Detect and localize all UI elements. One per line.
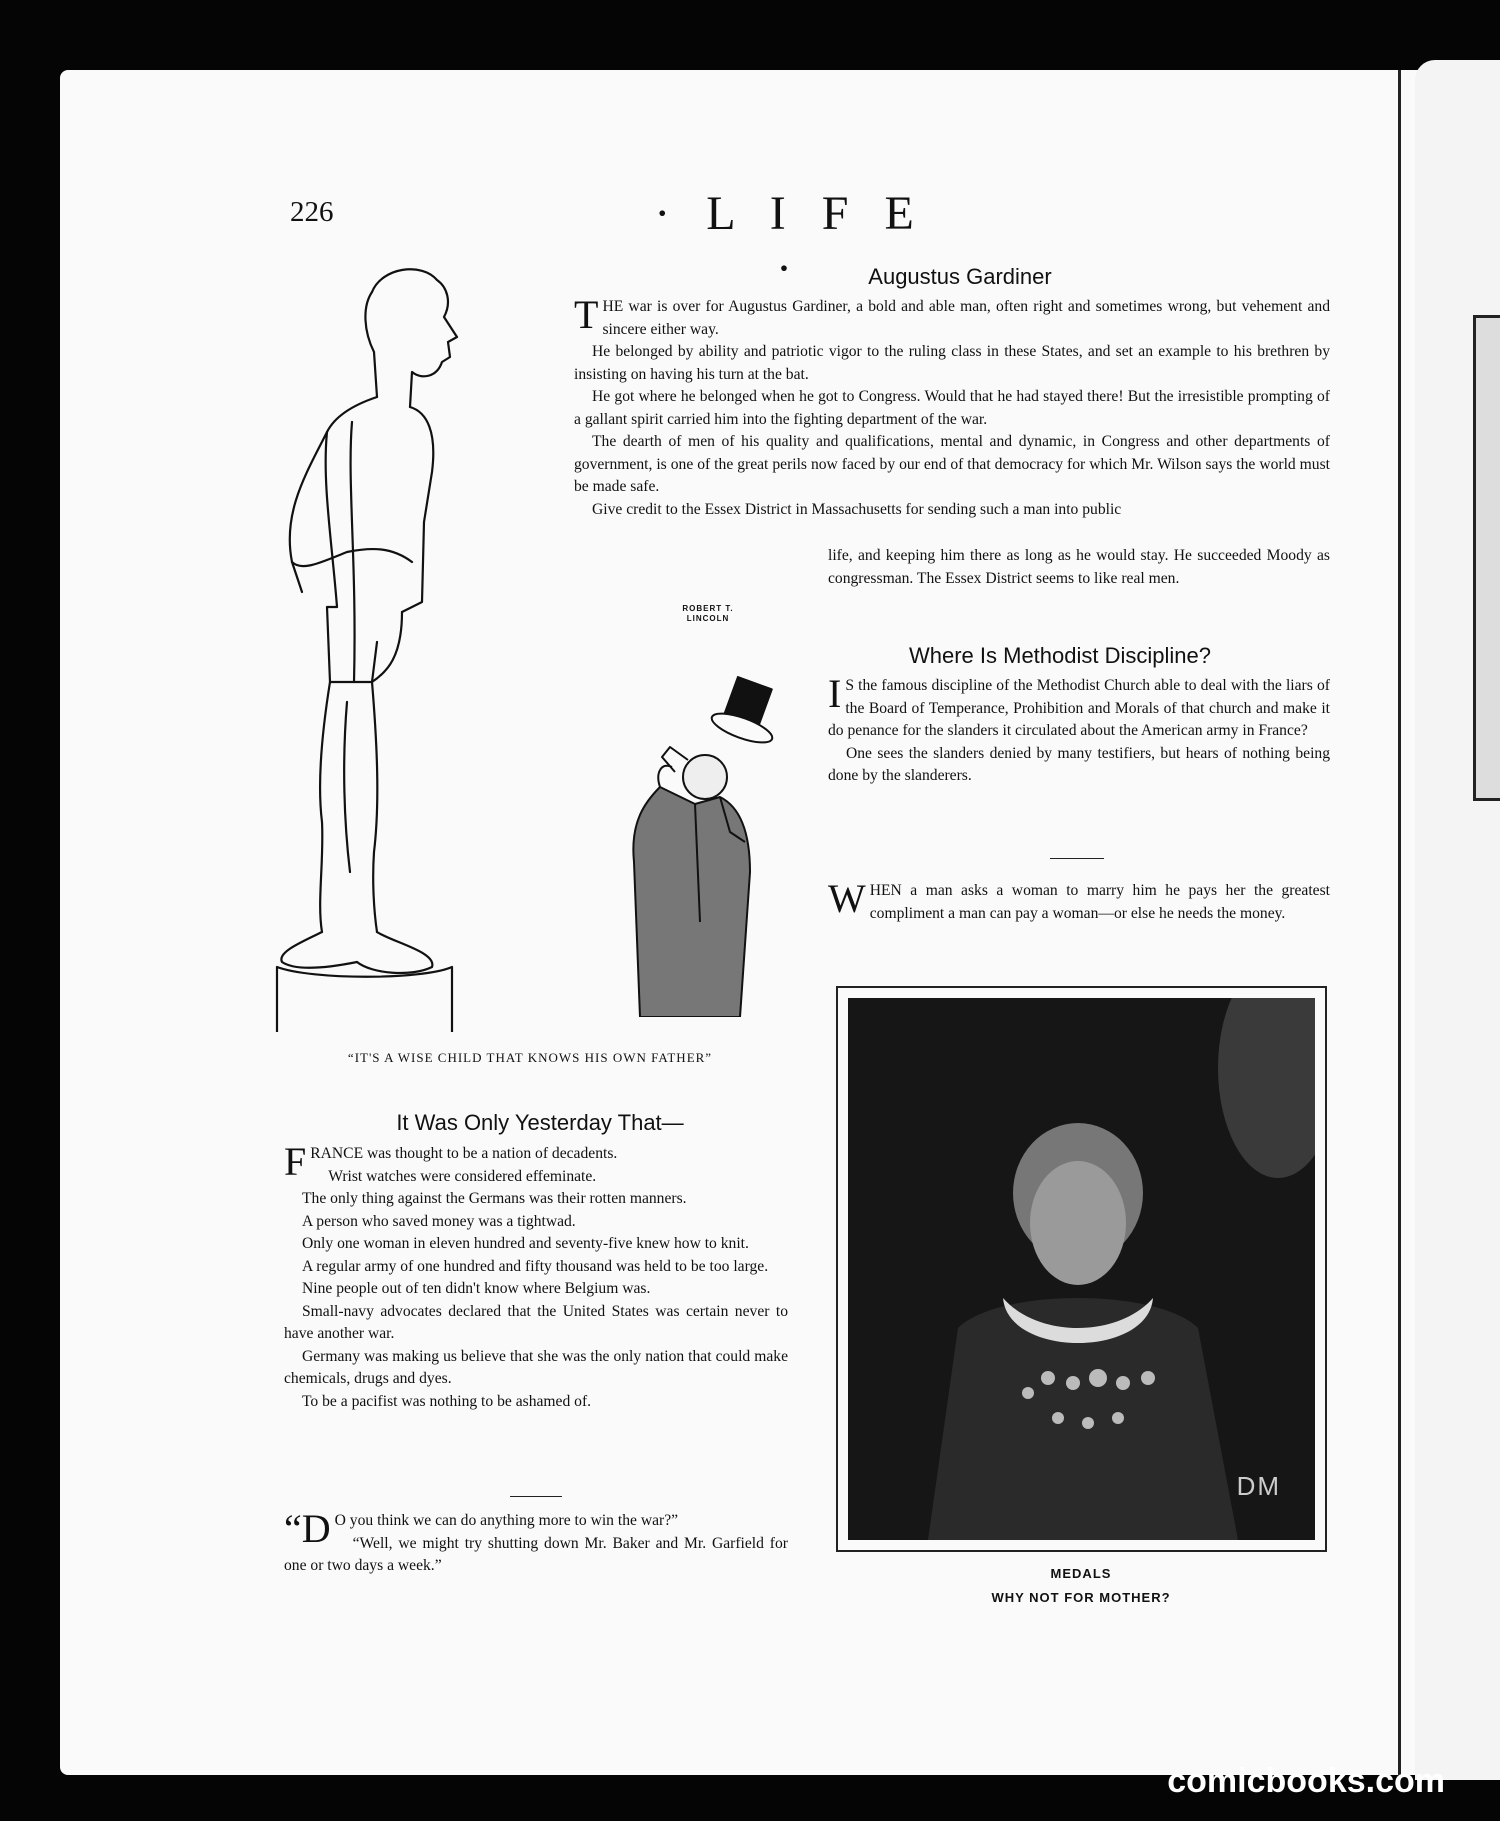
watermark: comicbooks.com xyxy=(1167,1762,1445,1800)
dropcap: W xyxy=(828,876,866,921)
standing-man-caption: “IT'S A WISE CHILD THAT KNOWS HIS OWN FATHER” xyxy=(347,1050,713,1065)
photo-monogram: DM xyxy=(1236,1471,1281,1501)
facing-page-edge xyxy=(1415,60,1500,1780)
article-title-yesterday: It Was Only Yesterday That— xyxy=(396,1110,684,1135)
page-gutter xyxy=(1398,70,1401,1775)
article-title-methodist: Where Is Methodist Discipline? xyxy=(908,643,1211,668)
divider xyxy=(1050,858,1104,859)
dropcap: T xyxy=(574,292,599,337)
article-marry: WHEN a man asks a woman to marry him he pays her the greatest compliment a man can pay a woman—or else he needs the money. xyxy=(828,876,1330,922)
article-gardiner: THE war is over for Augustus Gardiner, a bold and able man, often right and sometimes wrong, but vehement and sincere either way. He belonged by ability and patriotic vigor to the ruling class in these States, and set an example to his brethren by insisting on having his turn at the bat. He got where he belonged when he got to Congress. Would that he had stayed there! But the irresistible prompting of a gallant spirit carried him into the fighting department of the war. The dearth of men of his quality and qualifications, mental and dynamic, in Congress and other departments of government, is one of the great perils now faced by our end of that democracy for which Mr. Wilson says the world must be made safe. Give credit to the Essex District in Massachusetts for sending such a man into public xyxy=(574,292,1330,518)
article-gardiner-continuation: life, and keeping him there as long as he would stay. He succeeded Moody as congressman. The Essex District seems to like real men. xyxy=(828,547,1330,587)
page-number: 226 xyxy=(290,196,334,228)
masthead: · L I F E · xyxy=(654,187,926,295)
photo-caption: MEDALS WHY NOT FOR MOTHER? xyxy=(991,1566,1171,1605)
dropcap: I xyxy=(828,671,842,716)
woman-portrait xyxy=(848,998,1315,1540)
article-methodist: I S the famous discipline of the Methodist Church able to deal with the liars of the Board of Temperance, Prohibition and Morals of that church and make it do penance for the slanders it circulated about the American army in France? One sees the slanders denied by many testifiers, but hears of nothing being done by the slanderers. xyxy=(828,671,1330,784)
medals-photo xyxy=(836,986,1327,1552)
lincoln-illustration xyxy=(600,672,810,1017)
article-yesterday: FRANCE was thought to be a nation of decadents. Wrist watches were considered effeminate. The only thing against the Germans was their rotten manners. A person who saved money was a tightwad. Only one woman in eleven hundred and seventy-five knew how to knit. A regular army of one hundred and fifty thousand was held to be too large. Nine people out of ten didn't know where Belgium was. Small-navy advocates declared that the United States was certain never to have another war. Germany was making us believe that she was the only nation that could make chemicals, drugs and dyes. To be a pacifist was nothing to be ashamed of. xyxy=(284,1139,788,1410)
lincoln-label: ROBERT T. LINCOLN xyxy=(682,604,734,623)
article-win-war: “D O you think we can do anything more to win the war?” “Well, we might try shutting down Mr. Baker and Mr. Garfield for one or two days a week.” xyxy=(284,1506,788,1574)
standing-man-illustration xyxy=(262,262,562,1032)
dropcap: “D xyxy=(284,1506,331,1551)
divider xyxy=(510,1496,562,1497)
article-title-gardiner: Augustus Gardiner xyxy=(868,264,1052,289)
dropcap: F xyxy=(284,1139,307,1184)
